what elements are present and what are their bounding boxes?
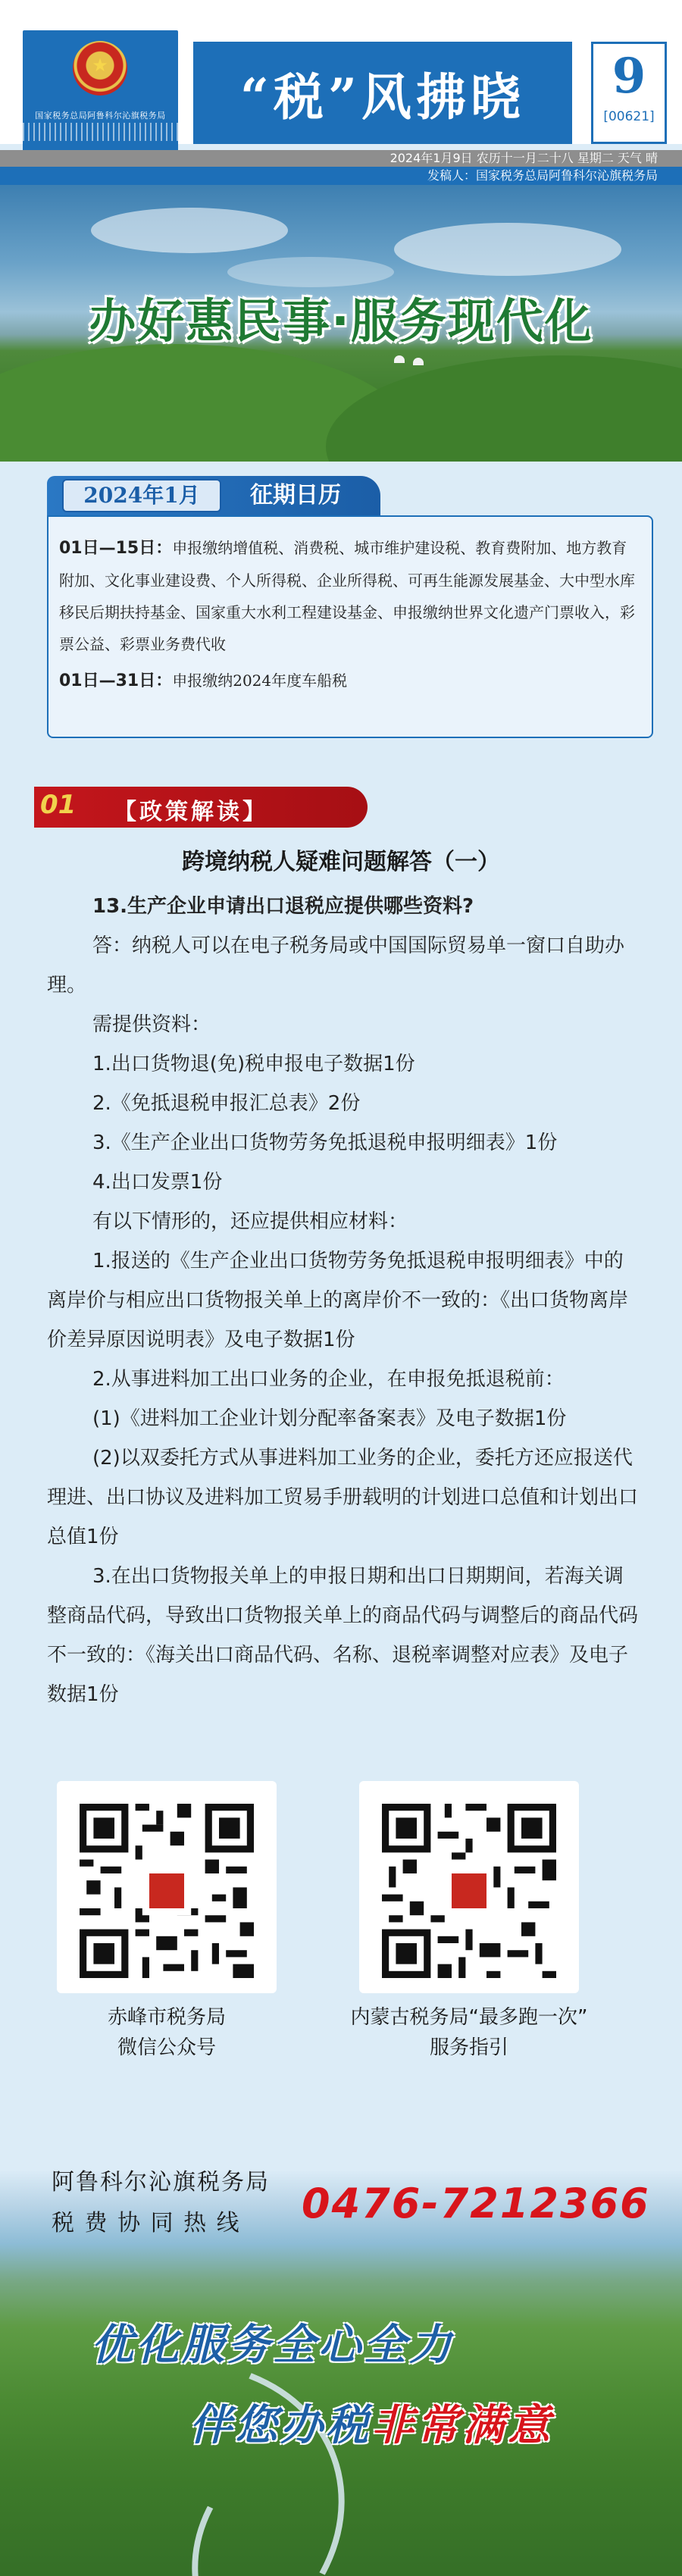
article-title: 跨境纳税人疑难问题解答（一） [182,849,500,875]
qr-code-icon [80,1804,254,1978]
national-emblem-icon: ★ [73,41,127,95]
calendar-item-range: 01日—31日： [59,671,173,690]
article-extra-item: 1.报送的《生产企业出口货物劳务免抵退税申报明细表》中的离岸价与相应出口货物报关单上的离岸价不一致的：《出口货物离岸价差异原因说明表》及电子数据1份 [47,1250,629,1351]
hotline-org: 阿鲁科尔沁旗税务局 [52,2169,270,2196]
article-extra-item: (1)《进料加工企业计划分配率备案表》及电子数据1份 [92,1407,567,1430]
yurt-icon [413,358,424,365]
section-number: 01 [40,790,77,820]
slogan-line-2 [189,2392,553,2452]
cloud-shape [394,223,621,276]
calendar-item [59,665,641,697]
calendar-tab [47,476,380,515]
article-question: 13.生产企业申请出口退税应提供哪些资料? [92,895,474,918]
footer-landscape [0,2114,682,2576]
newsletter-title: “税”风拂晓 [240,67,525,127]
date-line: 2024年1月9日 农历十一月二十八 星期二 天气 晴 [0,150,682,167]
mongolian-script-strip [23,123,178,141]
calendar-item-range: 01日—15日： [59,539,173,558]
slogan-highlight: 非常满意 [371,2400,553,2450]
qr-code-icon [382,1804,556,1978]
hotline-label: 税 费 协 同 热 线 [52,2210,241,2236]
calendar-item-text: 申报缴纳增值税、消费税、城市维护建设税、教育费附加、地方教育附加、文化事业建设费、个人所得税、企业所得税、可再生能源发展基金、大中型水库移民后期扶持基金、国家重大水利工程建设基金、申报缴纳世界文化遗产门票收入，彩票公益、彩票业务费代收 [59,539,635,653]
logo-caption: 国家税务总局阿鲁科尔沁旗税务局 [35,111,166,121]
qr-caption-line: 微信公众号 [117,2036,216,2059]
qr-caption-line: 赤峰市税务局 [107,2006,226,2029]
section-title: 【政策解读】 [114,799,268,825]
qr-caption-line: 内蒙古税务局“最多跑一次” [350,2006,588,2029]
article-answer: 答：纳税人可以在电子税务局或中国国际贸易单一窗口自助办理。 [47,934,625,997]
masthead [0,0,682,144]
article-extra-item: 2.从事进料加工出口业务的企业，在申报免抵退税前： [92,1368,565,1391]
yurt-icon [394,355,405,363]
qr-caption-line: 服务指引 [429,2036,508,2059]
issue-number: 9 [612,48,646,105]
calendar-title: 征期日历 [250,482,341,509]
article-need-item: 2.《免抵退税申报汇总表》2份 [92,1092,361,1115]
issue-box [591,42,667,144]
cloud-shape [91,208,288,253]
article-extra-intro: 有以下情形的，还应提供相应材料： [92,1210,408,1233]
issue-code: [00621] [603,109,655,124]
banner-title: 办好惠民事·服务现代化 [89,293,593,349]
qr-code-neimenggu[interactable] [359,1781,579,1993]
article-need-item: 3.《生产企业出口货物劳务免抵退税申报明细表》1份 [92,1131,558,1154]
hill-shape [326,355,682,462]
qr-caption-neimenggu [333,2002,605,2063]
article-need-item: 1.出口货物退(免)税申报电子数据1份 [92,1053,415,1075]
grassland-banner [0,185,682,462]
article-need-item: 4.出口发票1份 [92,1171,223,1194]
tax-calendar [47,515,653,738]
article-extra-item: 3.在出口货物报关单上的申报日期和出口日期期间，若海关调整商品代码，导致出口货物报关单上的商品代码与调整后的商品代码不一致的：《海关出口商品代码、名称、退税率调整对应表》及电子数据1份 [47,1565,639,1706]
qr-caption-chifeng [30,2002,303,2063]
article-extra-item: (2)以双委托方式从事进料加工业务的企业，委托方还应报送代理进、出口协议及进料加工贸易手册载明的计划进口总值和计划出口总值1份 [47,1447,639,1548]
calendar-item-text: 申报缴纳2024年度车船税 [172,671,348,690]
slogan-line-1: 优化服务全心全力 [91,2320,455,2370]
cloud-shape [227,257,394,287]
hotline-phone[interactable]: 0476-7212366 [302,2180,650,2227]
qr-code-chifeng[interactable] [57,1781,277,1993]
calendar-month: 2024年1月 [62,479,221,512]
calendar-item [59,532,641,660]
slogan-part: 伴您办税 [189,2400,371,2450]
section-header [34,787,368,828]
newsletter-title-box [193,42,572,144]
tax-bureau-logo [23,30,178,152]
article-need-intro: 需提供资料： [92,1013,211,1036]
issuer-line: 发稿人：国家税务总局阿鲁科尔沁旗税务局 [0,167,682,185]
